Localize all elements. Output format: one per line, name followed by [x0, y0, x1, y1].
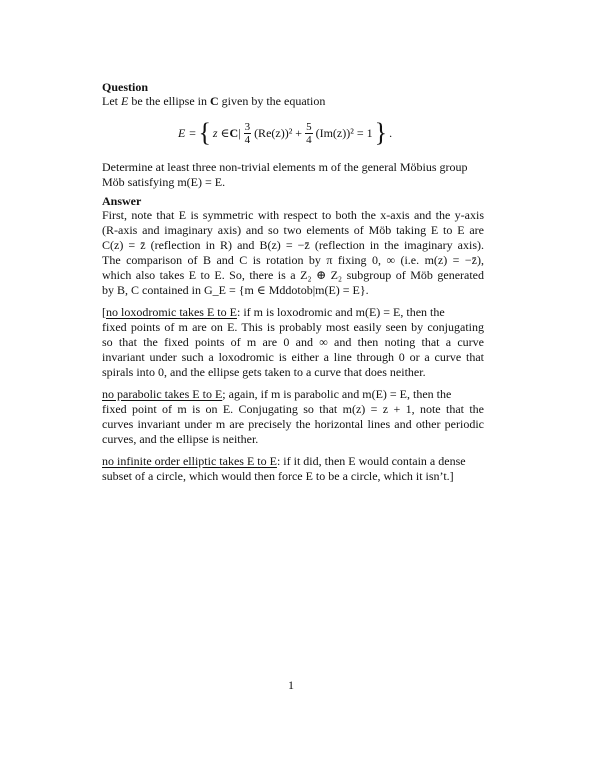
answer-p2-line: invariant under such a loxodromic is either a line through 0 or a curve that [102, 350, 484, 364]
answer-p2-line: fixed points of m are on E. This is probably most easily seen by conjugating [102, 320, 484, 334]
elliptic-claim: no infinite order elliptic takes E to E [102, 454, 277, 468]
answer-heading: Answer [102, 194, 142, 208]
answer-p3-first-line: no parabolic takes E to E; again, if m is parabolic and m(E) = E, then the [102, 387, 452, 401]
answer-p4-line: subset of a circle, which would then force E to be a circle, which it isn’t.] [102, 469, 454, 483]
page-number: 1 [288, 678, 294, 692]
answer-p1-line: by B, C contained in G_E = {m ∈ Mddotob|m(E) = E}. [102, 283, 369, 297]
loxodromic-claim: no loxodromic takes E to E [106, 305, 237, 319]
left-brace: { [198, 118, 211, 147]
fraction-five-quarters: $\frac{5}{4}$ [306, 120, 312, 146]
answer-p4-first-line: no infinite order elliptic takes E to E: if it did, then E would contain a dense [102, 454, 466, 468]
parabolic-claim: no parabolic takes E to E [102, 387, 223, 401]
question-heading: Question [102, 80, 149, 94]
answer-p1-line: First, note that E is symmetric with respect to both the x-axis and the y-axis [102, 208, 484, 222]
answer-p1-line: C(z) = z̄ (reflection in R) and B(z) = −z̄ (reflection in the imaginary axis). [102, 238, 484, 252]
answer-p1-line: The comparison of B and C is rotation by π fixing 0, ∞ (i.e. m(z) = −z̄), [102, 253, 484, 267]
question-task-line-1: Determine at least three non-trivial elements m of the general Möbius group [102, 160, 468, 174]
answer-p3-line: curves, and the ellipse is neither. [102, 432, 259, 446]
question-intro: Let E be the ellipse in C given by the equation [102, 94, 326, 108]
answer-p1-line: which also takes E to E. So, there is a Z₂ ⊕ Z₂ subgroup of Möb generated [102, 268, 484, 282]
answer-p3-line: fixed point of m is on E. Conjugating so that m(z) = z + 1, note that the [102, 402, 484, 416]
answer-p2-line: spirals into 0, and the ellipse gets taken to a curve that does neither. [102, 365, 426, 379]
answer-p2-line: so that the fixed points of m are 0 and ∞ and then noting that a curve [102, 335, 484, 349]
right-brace: } [374, 118, 388, 147]
question-task-line-2: Möb satisfying m(E) = E. [102, 175, 226, 189]
answer-p2-first-line: [no loxodromic takes E to E: if m is loxodromic and m(E) = E, then the [102, 305, 445, 319]
answer-p3-line: curves invariant under m are precisely the horizontal lines and other periodic [102, 417, 484, 431]
fraction-three-quarters: $\frac{3}{4}$ [244, 120, 251, 146]
ellipse-equation: E = { z ∈ C | $\frac{3}{4}$ (Re(z))² + $\frac{5}{4}$ (Im(z))² = 1 } . [178, 118, 393, 147]
answer-p1-line: (R-axis and imaginary axis) and so two elements of Möb taking E to E are [102, 223, 484, 237]
